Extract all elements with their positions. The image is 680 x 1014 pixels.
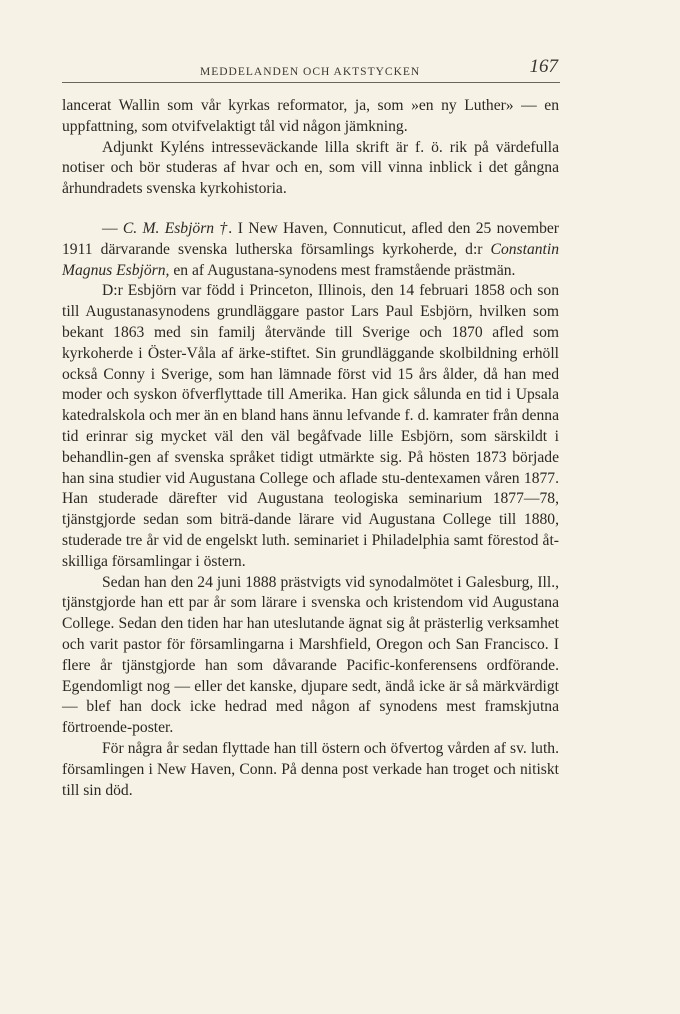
running-head: MEDDELANDEN OCH AKTSTYCKEN [200, 66, 421, 78]
obituary-text-a: I New Haven, Connuticut, afled den 25 november 1911 därvarande svenska lutherska församlings kyrkoherde, d:r [62, 219, 559, 258]
paragraph-career: Sedan han den 24 juni 1888 prästvigts vid synodalmötet i Galesburg, Ill., tjänstgjorde han ett par år som lärare i svenska och kristendom vid Augustana College. Sedan den tiden har han uteslutande ägnat sig åt prästerlig verksamhet och varit pastor för församlingarna i Marshfield, Oregon och San Francisco. I flere år tjänstgjorde han som dåvarande Pacific-konferensens ordförande. Egendomligt nog — eller det kanske, djupare sedt, ändå icke är så märkvärdigt — blef han dock icke hedrad med någon af synodens mest framskjutna förtroende-poster. [62, 573, 559, 737]
paragraph-final-years: För några år sedan flyttade han till östern och öfvertog vården af sv. luth. församlingen i New Haven, Conn. På denna post verkade han troget och nitiskt till sin död. [62, 739, 559, 799]
page-number: 167 [529, 56, 558, 77]
obituary-dash: — [102, 219, 123, 237]
paragraph-obituary-intro [62, 219, 559, 281]
paragraph-continuation: lancerat Wallin som vår kyrkas reformator, ja, som »en ny Luther» — en uppfattning, som otvifvelaktigt tål vid någon jämkning. [62, 97, 559, 135]
obituary-text-b: en af Augustana-synodens mest framstående prästmän. [169, 261, 516, 279]
obituary-full-name: Constantin Magnus Esbjörn, [62, 240, 559, 279]
obituary-name: C. M. Esbjörn †. [122, 219, 233, 237]
paragraph-biography: D:r Esbjörn var född i Princeton, Illinois, den 14 februari 1858 och son till Augustanasynodens grundläggare pastor Lars Paul Esbjörn, hvilken som bekant 1863 med sin familj återvände till Sverige och 1870 afled som kyrkoherde i Öster-Våla af ärke-stiftet. Sin grundläggande skolbildning erhöll också Conny i Sverige, som han lämnade först vid 15 års ålder, då han med moder och syskon öfverflyttade till Amerika. Han gick sålunda en tid i Upsala katedralskola och mer än en bland hans ännu lefvande f. d. kamrater från denna tid erinrar sig mycket väl den väl begåfvade lille Esbjörn, som särskildt i behandlin-gen af svenska språket tidigt utmärkte sig. På hösten 1873 började han sina studier vid Augustana College och aflade stu-dentexamen våren 1877. Han studerade därefter vid Augustana teologiska seminarium 1877—78, tjänstgjorde sedan som biträ-dande lärare vid Augustana College till 1880, studerade tre år vid de engelskt luth. seminariet i Philadelphia samt förestod åt-skilliga församlingar i östern. [62, 282, 559, 570]
paragraph-kylen-review: Adjunkt Kyléns intresseväckande lilla skrift är f. ö. rik på värdefulla notiser och bör studeras af hvar och en, som vill vinna inblick i det gångna århundradets svenska kyrkohistoria. [62, 138, 559, 198]
page-header [62, 56, 560, 83]
page-body [62, 96, 559, 801]
